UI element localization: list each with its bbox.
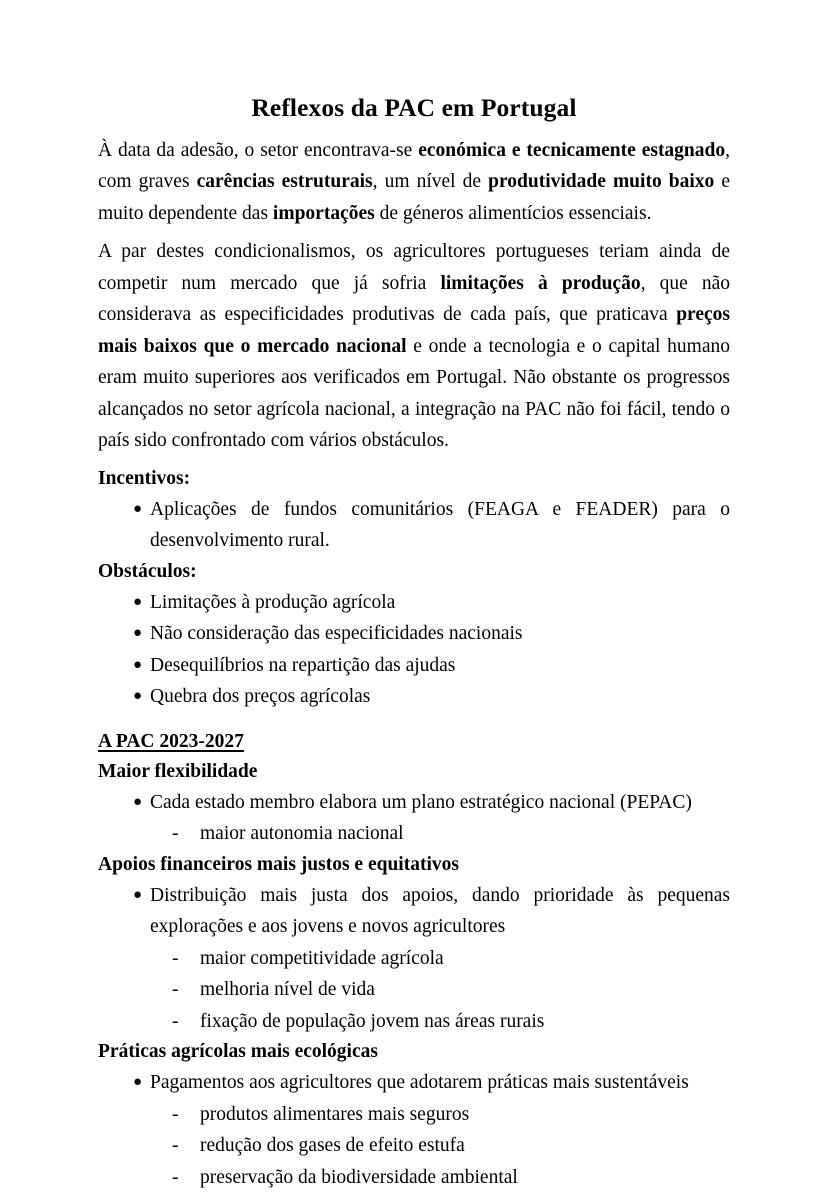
body-text: À data da adesão, o setor encontrava-se: [98, 139, 419, 161]
body-text: A par destes condicionalismos, os agricultores portugueses teriam ainda de competir num mercado que já sofria: [98, 241, 730, 294]
emphasis-text: limitações à produção: [440, 272, 641, 294]
bullet-icon: ●: [133, 500, 143, 517]
sub-list-item: [98, 943, 730, 975]
body-text: e onde a tecnologia e o capital humano eram muito superiores aos verificados em Portugal. Não obstante os progressos alcançados no setor agrícola nacional, a integração na PAC não foi fácil, tendo o país sido confrontado com vários obstáculos.: [98, 335, 730, 452]
section-pac-2023-2027: [98, 727, 730, 1193]
bullet-icon: ●: [133, 886, 143, 903]
bullet-icon: ●: [133, 625, 143, 642]
body-text: de géneros alimentícios essenciais.: [374, 202, 652, 224]
emphasis-text: produtividade muito baixo: [488, 171, 715, 193]
body-text: , que não considerava as especificidades produtivas de cada país, que praticava: [98, 272, 731, 326]
list-item-label: Pagamentos aos agricultores que adotarem práticas mais sustentáveis: [150, 1072, 689, 1094]
subsection-heading: Práticas agrícolas mais ecológicas: [98, 1041, 378, 1063]
list-item: [98, 880, 730, 943]
list-item-label: Distribuição mais justa dos apoios, dando prioridade às pequenas explorações e aos jovens e novos agricultores: [150, 884, 730, 938]
sub-list-item-label: maior autonomia nacional: [200, 823, 404, 845]
bullet-icon: ●: [133, 1074, 143, 1091]
bullet-icon: ●: [133, 656, 143, 673]
dash-icon: -: [172, 1166, 179, 1188]
list-item-label: Cada estado membro elabora um plano estratégico nacional (PEPAC): [150, 791, 692, 813]
subsection-heading: Maior flexibilidade: [98, 760, 258, 782]
sub-list-item: [98, 1130, 730, 1162]
list-item: [98, 618, 730, 650]
section-incentivos: [98, 464, 730, 557]
sub-list-item: [98, 974, 730, 1006]
dash-icon: -: [172, 947, 179, 969]
subsection-praticas-agricolas: [98, 1037, 730, 1193]
sub-list-item: [98, 818, 730, 850]
paragraph-context: [98, 236, 730, 457]
emphasis-text: preços mais baixos que o mercado nacional: [98, 304, 730, 357]
list-item-label: Aplicações de fundos comunitários (FEAGA e FEADER) para o desenvolvimento rural.: [150, 498, 730, 552]
dash-icon: -: [172, 823, 179, 845]
subsection-list: [98, 787, 730, 850]
list-item: [98, 494, 730, 557]
sub-list-item-label: maior competitividade agrícola: [200, 947, 444, 969]
section-heading-obstaculos: Obstáculos:: [98, 560, 197, 582]
subsection-heading: Apoios financeiros mais justos e equitativos: [98, 853, 459, 875]
sub-list-item-label: redução dos gases de efeito estufa: [200, 1135, 465, 1157]
dash-icon: -: [172, 1135, 179, 1157]
body-text: , um nível de: [372, 171, 489, 193]
sub-list-item: [98, 1099, 730, 1131]
body-text: , com graves: [98, 139, 730, 193]
bullet-icon: ●: [133, 593, 143, 610]
list-item-label: Quebra dos preços agrícolas: [150, 686, 371, 708]
sub-list-item-label: produtos alimentares mais seguros: [200, 1103, 470, 1125]
section-heading-pac-2023-2027: A PAC 2023-2027: [98, 730, 244, 752]
dash-icon: -: [172, 1010, 179, 1032]
list-item-label: Desequilíbrios na repartição das ajudas: [150, 654, 456, 676]
obstaculos-list: [98, 587, 730, 713]
section-obstaculos: [98, 557, 730, 713]
subsection-apoios-financeiros: [98, 850, 730, 1038]
list-item: [98, 787, 730, 819]
emphasis-text: carências estruturais: [196, 171, 373, 193]
sub-list-item-label: fixação de população jovem nas áreas rurais: [200, 1010, 545, 1032]
dash-icon: -: [172, 1103, 179, 1125]
list-item-label: Não consideração das especificidades nacionais: [150, 623, 523, 645]
subsection-maior-flexibilidade: [98, 757, 730, 850]
list-item: [98, 1067, 730, 1099]
emphasis-text: económica e tecnicamente estagnado: [418, 139, 726, 161]
paragraph-intro: [98, 135, 730, 230]
list-item-label: Limitações à produção agrícola: [150, 591, 396, 613]
sub-list-item: [98, 1006, 730, 1038]
page-title: Reflexos da PAC em Portugal: [251, 93, 577, 122]
list-item: [98, 681, 730, 713]
list-item: [98, 650, 730, 682]
incentivos-list: [98, 494, 730, 557]
sub-list-item-label: melhoria nível de vida: [200, 979, 375, 1001]
sub-list-item: [98, 1162, 730, 1193]
dash-icon: -: [172, 979, 179, 1001]
bullet-icon: ●: [133, 793, 143, 810]
sub-list-item-label: preservação da biodiversidade ambiental: [200, 1166, 518, 1188]
list-item: [98, 587, 730, 619]
subsection-list: [98, 1067, 730, 1193]
section-heading-incentivos: Incentivos:: [98, 467, 191, 489]
bullet-icon: ●: [133, 688, 143, 705]
subsection-list: [98, 880, 730, 1038]
emphasis-text: importações: [272, 202, 375, 224]
body-text: e muito dependente das: [98, 171, 731, 224]
